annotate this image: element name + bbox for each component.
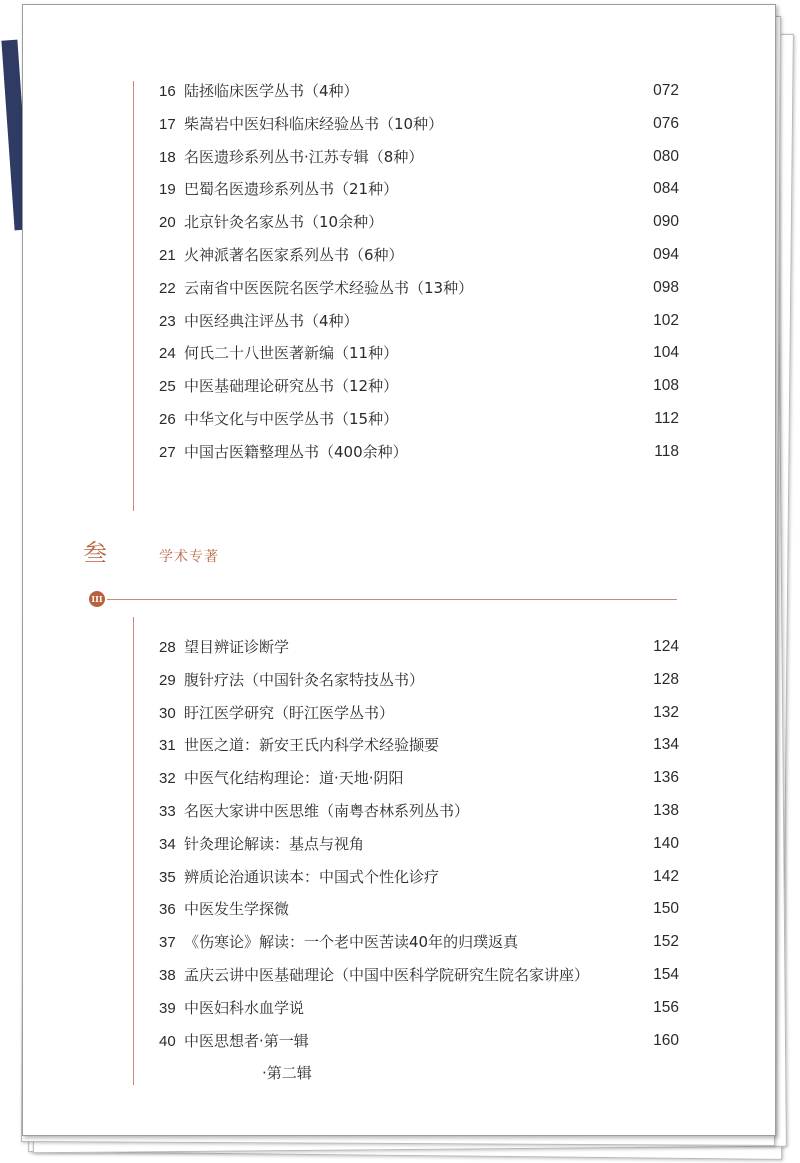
toc-entry[interactable] [159,272,679,305]
toc-entry-number: 24 [159,345,176,363]
toc-entry-title: 《伤寒论》解读：一个老中医苦读40年的归璞返真 [184,933,519,952]
margin-rule-bottom [133,617,134,1085]
toc-entry-number: 34 [159,835,176,853]
toc-entry-page: 108 [653,377,679,395]
toc-entry-title: 中医基础理论研究丛书（12种） [184,377,399,396]
toc-entry-number: 27 [159,443,176,461]
toc-entry-number: 18 [159,148,176,166]
section-divider [107,599,677,600]
toc-entry-number: 19 [159,181,176,199]
toc-list-part2 [159,631,679,1090]
toc-entry[interactable] [159,239,679,272]
toc-entry-title: 陆拯临床医学丛书（4种） [184,82,359,100]
toc-entry-page: 098 [653,278,679,296]
toc-entry-number: 17 [159,115,176,133]
toc-entry-title: 中华文化与中医学丛书（15种） [184,409,399,428]
toc-entry-number: 37 [159,934,176,952]
toc-entry-page: 138 [653,801,679,819]
toc-entry[interactable] [159,926,679,959]
toc-entry[interactable] [159,141,679,174]
toc-entry[interactable] [159,631,679,664]
toc-entry[interactable] [159,1025,679,1058]
section-roman-badge: III [89,591,105,607]
toc-entry-title: 中医思想者·第一辑 [184,1031,309,1050]
toc-entry-title: 巴蜀名医遗珍系列丛书（21种） [184,180,399,199]
toc-entry-page: 102 [653,311,679,329]
toc-entry[interactable] [159,992,679,1025]
toc-entry[interactable] [159,173,679,206]
toc-entry-number: 29 [159,671,176,689]
toc-entry-page: 156 [653,998,679,1016]
toc-entry-title: 柴嵩岩中医妇科临床经验丛书（10种） [184,114,444,133]
toc-entry-page: 160 [653,1031,679,1049]
toc-entry-title: 何氏二十八世医著新编（11种） [184,344,399,363]
toc-entry[interactable] [159,795,679,828]
toc-entry-number: 22 [159,279,176,297]
toc-entry[interactable] [159,861,679,894]
toc-entry-number: 40 [159,1032,176,1050]
toc-entry-title: ·第二辑 [262,1064,312,1083]
toc-entry-page: 094 [653,245,679,263]
toc-entry-page: 104 [653,344,679,362]
toc-entry[interactable] [159,108,679,141]
toc-entry-page: 152 [653,933,679,951]
document-page [22,4,776,1136]
toc-entry-page: 080 [653,147,679,165]
toc-entry-page: 118 [654,442,679,460]
toc-entry-page: 076 [653,114,679,132]
toc-entry-page: 112 [654,409,679,427]
toc-entry[interactable] [159,436,679,469]
toc-entry-number: 16 [159,83,176,100]
toc-entry-number: 26 [159,410,176,428]
toc-entry-title: 孟庆云讲中医基础理论（中国中医科学院研究生院名家讲座） [184,965,590,984]
toc-entry[interactable] [159,959,679,992]
toc-entry-title: 腹针疗法（中国针灸名家特技丛书） [184,670,425,689]
toc-entry-title: 中医发生学探微 [184,900,290,919]
toc-entry-title: 辨质论治通识读本：中国式个性化诊疗 [184,867,440,886]
toc-entry-title: 名医大家讲中医思维（南粤杏林系列丛书） [184,801,470,820]
toc-entry[interactable] [159,403,679,436]
toc-entry-number: 31 [159,737,176,755]
toc-entry-number: 36 [159,901,176,919]
toc-entry-page: 140 [653,834,679,852]
toc-entry-title: 中医气化结构理论：道·天地·阴阳 [184,769,404,788]
toc-entry-page: 150 [653,900,679,918]
toc-entry[interactable] [159,893,679,926]
toc-entry[interactable] [159,1057,679,1090]
toc-entry-page: 134 [653,736,679,754]
toc-entry-page: 090 [653,213,679,231]
toc-entry-title: 名医遗珍系列丛书·江苏专辑（8种） [184,147,424,166]
toc-list-part1 [159,75,679,469]
toc-entry-number: 23 [159,312,176,330]
toc-entry[interactable] [159,305,679,338]
toc-entry-page: 072 [653,82,679,99]
toc-entry-page: 124 [653,638,679,655]
toc-entry-number: 38 [159,966,176,984]
toc-entry-number: 20 [159,214,176,232]
toc-entry-number: 39 [159,999,176,1017]
toc-entry-number: 33 [159,802,176,820]
toc-entry[interactable] [159,337,679,370]
section-numeral: 叁 [83,539,107,567]
toc-entry-page: 132 [653,703,679,721]
section-title: 学术专著 [159,549,219,565]
toc-entry[interactable] [159,206,679,239]
toc-entry-page: 136 [653,769,679,787]
toc-entry-number: 21 [159,246,176,264]
toc-entry[interactable] [159,697,679,730]
toc-entry-title: 北京针灸名家丛书（10余种） [184,213,384,232]
toc-entry-page: 128 [653,670,679,688]
toc-entry-number: 28 [159,639,176,656]
toc-entry-page: 154 [653,965,679,983]
toc-entry-number: 25 [159,378,176,396]
toc-entry-title: 中国古医籍整理丛书（400余种） [184,442,408,461]
toc-entry[interactable] [159,729,679,762]
toc-entry-number: 35 [159,868,176,886]
toc-entry-title: 针灸理论解读：基点与视角 [184,834,365,853]
toc-entry-page: 084 [653,180,679,198]
toc-entry-title: 世医之道：新安王氏内科学术经验撷要 [184,736,440,755]
toc-entry-number: 30 [159,704,176,722]
toc-entry-page: 142 [653,867,679,885]
toc-entry[interactable] [159,75,679,108]
toc-entry-title: 火神派著名医家系列丛书（6种） [184,245,404,264]
toc-entry[interactable] [159,664,679,697]
toc-entry-title: 中医经典注评丛书（4种） [184,311,359,330]
toc-entry-title: 盱江医学研究（盱江医学丛书） [184,703,395,722]
toc-entry-title: 望目辨证诊断学 [184,638,290,656]
margin-rule-top [133,81,134,511]
toc-entry[interactable] [159,762,679,795]
toc-entry-title: 云南省中医医院名医学术经验丛书（13种） [184,278,474,297]
toc-entry-number: 32 [159,770,176,788]
toc-entry[interactable] [159,370,679,403]
toc-entry[interactable] [159,828,679,861]
toc-entry-title: 中医妇科水血学说 [184,998,305,1017]
